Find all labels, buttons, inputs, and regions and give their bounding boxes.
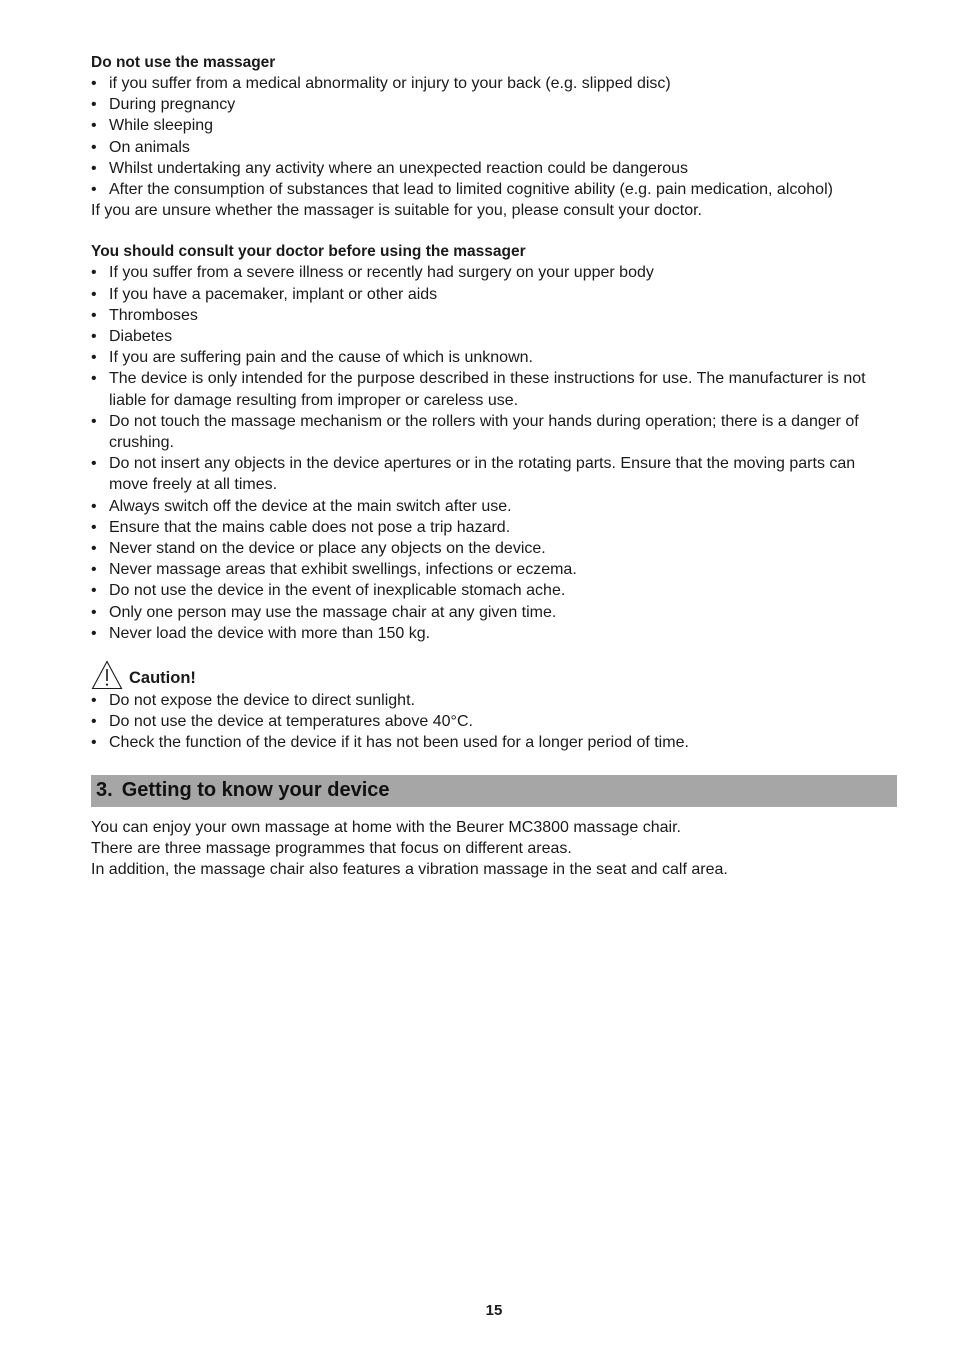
list-item: • Only one person may use the massage chair at any given time. — [91, 602, 897, 623]
list-item: • if you suffer from a medical abnormality or injury to your back (e.g. slipped disc) — [91, 73, 897, 94]
list-item: • Check the function of the device if it has not been used for a longer period of time. — [91, 732, 897, 753]
list-item: • If you are suffering pain and the cause of which is unknown. — [91, 347, 897, 368]
list-item: • If you suffer from a severe illness or recently had surgery on your upper body — [91, 262, 897, 283]
consult-doctor-note: If you are unsure whether the massager is suitable for you, please consult your doctor. — [91, 202, 702, 220]
list-item: • Do not use the device at temperatures above 40°C. — [91, 711, 897, 732]
list-item: • Thromboses — [91, 305, 897, 326]
intro-line: You can enjoy your own massage at home with the Beurer MC3800 massage chair. — [91, 818, 681, 836]
section-title: Getting to know your device — [121, 779, 390, 802]
list-item: • While sleeping — [91, 115, 897, 136]
document-page — [91, 52, 897, 880]
caution-list — [91, 690, 897, 754]
page-number: 15 — [485, 1302, 503, 1319]
list-item: • If you have a pacemaker, implant or other aids — [91, 284, 897, 305]
list-item: • On animals — [91, 137, 897, 158]
list-item: • Do not expose the device to direct sunlight. — [91, 690, 897, 711]
consult-doctor-list — [91, 262, 897, 644]
caution-header — [91, 658, 897, 690]
section-intro — [91, 817, 897, 881]
list-item: • Always switch off the device at the main switch after use. — [91, 496, 897, 517]
list-item: • Whilst undertaking any activity where an unexpected reaction could be dangerous — [91, 158, 897, 179]
caution-title: Caution! — [129, 669, 196, 688]
intro-line: In addition, the massage chair also features a vibration massage in the seat and calf area. — [91, 861, 728, 879]
list-item: • Never load the device with more than 150 kg. — [91, 623, 897, 644]
list-item: • The device is only intended for the purpose described in these instructions for use. The manufacturer is not liable for damage resulting from improper or careless use. — [91, 368, 897, 410]
list-item: • Never massage areas that exhibit swellings, infections or eczema. — [91, 559, 897, 580]
do-not-use-heading: Do not use the massager — [91, 54, 276, 71]
list-item: • Ensure that the mains cable does not pose a trip hazard. — [91, 517, 897, 538]
list-item: • Never stand on the device or place any objects on the device. — [91, 538, 897, 559]
spacer — [91, 221, 897, 241]
section-heading-bar — [91, 775, 897, 807]
consult-doctor-heading: You should consult your doctor before using the massager — [91, 243, 526, 261]
list-item: • Diabetes — [91, 326, 897, 347]
intro-line: There are three massage programmes that focus on different areas. — [91, 839, 572, 857]
warning-triangle-icon — [91, 660, 123, 690]
section-number: 3. — [96, 779, 113, 802]
list-item: • Do not insert any objects in the device apertures or in the rotating parts. Ensure that the moving parts can move freely at all times. — [91, 453, 897, 495]
list-item: • Do not touch the massage mechanism or the rollers with your hands during operation; there is a danger of crushing. — [91, 411, 897, 453]
list-item: • Do not use the device in the event of inexplicable stomach ache. — [91, 580, 897, 601]
list-item: • After the consumption of substances that lead to limited cognitive ability (e.g. pain medication, alcohol) — [91, 179, 897, 200]
do-not-use-list — [91, 73, 897, 200]
list-item: • During pregnancy — [91, 94, 897, 115]
